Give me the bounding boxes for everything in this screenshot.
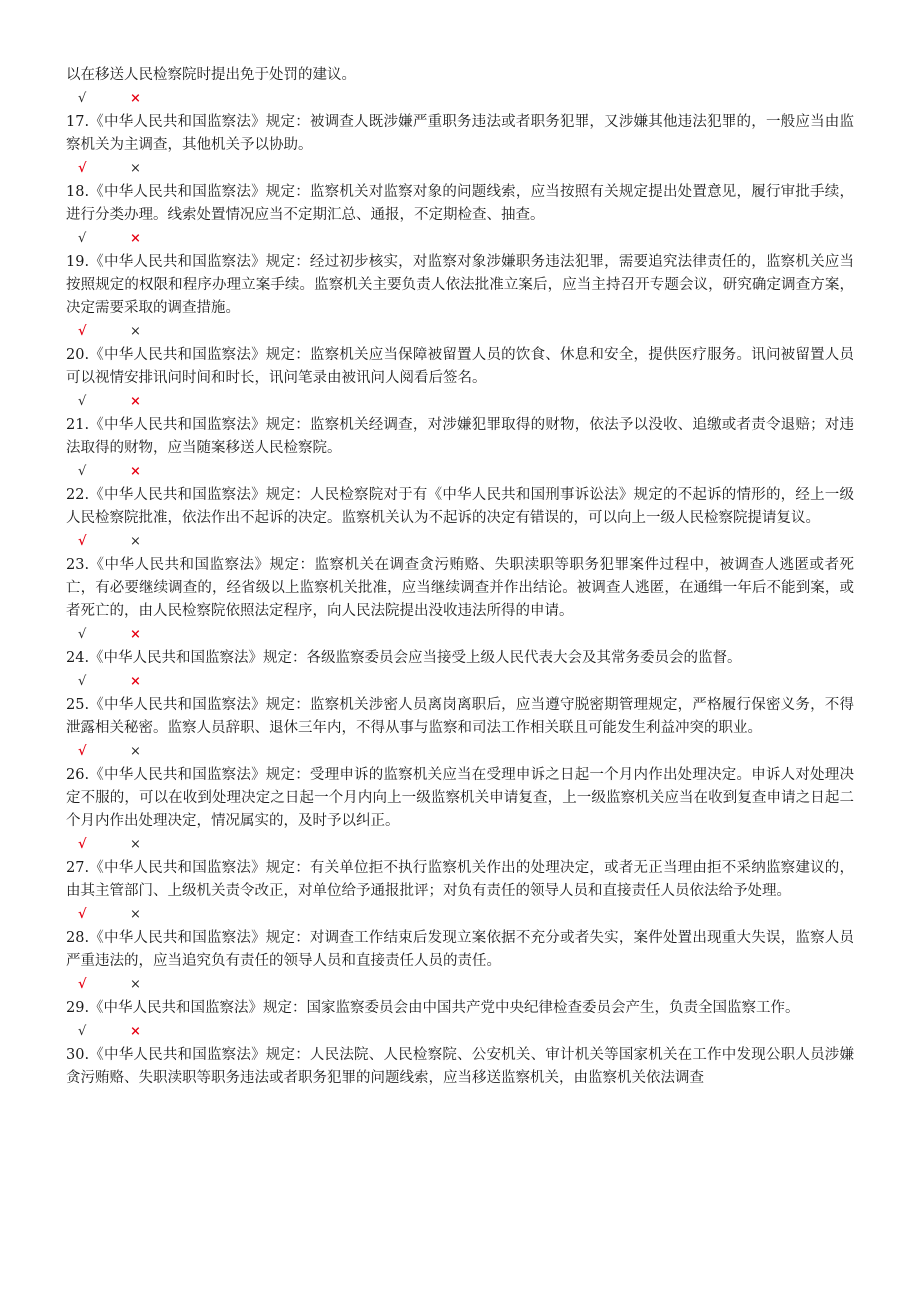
true-mark: √ (78, 907, 87, 922)
question-list (66, 111, 854, 1090)
answer-marks (66, 670, 854, 694)
answer-marks (66, 833, 854, 857)
false-mark: × (130, 231, 141, 246)
true-mark: √ (78, 837, 87, 852)
question-text: 26.《中华人民共和国监察法》规定：受理申诉的监察机关应当在受理申诉之日起一个月内作出处理决定。申诉人对处理决定不服的，可以在收到处理决定之日起一个月内向上一级监察机关申请复查，上一级监察机关应当在收到复查申请之日起二个月内作出处理决定，情况属实的，及时予以纠正。 (66, 767, 854, 829)
answer-marks (66, 530, 854, 554)
question-text: 29.《中华人民共和国监察法》规定：国家监察委员会由中国共产党中央纪律检查委员会产生，负责全国监察工作。 (66, 1000, 800, 1016)
question-text: 22.《中华人民共和国监察法》规定：人民检察院对于有《中华人民共和国刑事诉讼法》规定的不起诉的情形的，经上一级人民检察院批准，依法作出不起诉的决定。监察机关认为不起诉的决定有错误的，可以向上一级人民检察院提请复议。 (66, 487, 854, 526)
true-mark: √ (78, 534, 87, 549)
true-mark: √ (78, 91, 87, 106)
answer-marks (66, 157, 854, 181)
true-mark: √ (78, 394, 87, 409)
false-mark: × (130, 324, 141, 339)
question-text: 19.《中华人民共和国监察法》规定：经过初步核实，对监察对象涉嫌职务违法犯罪，需要追究法律责任的，监察机关应当按照规定的权限和程序办理立案手续。监察机关主要负责人依法批准立案后，应当主持召开专题会议，研究确定调查方案，决定需要采取的调查措施。 (66, 254, 854, 316)
false-mark: × (130, 837, 141, 852)
false-mark: × (130, 977, 141, 992)
question-text: 21.《中华人民共和国监察法》规定：监察机关经调查，对涉嫌犯罪取得的财物，依法予以没收、追缴或者责令退赔；对违法取得的财物，应当随案移送人民检察院。 (66, 417, 854, 456)
question-text: 28.《中华人民共和国监察法》规定：对调查工作结束后发现立案依据不充分或者失实，案件处置出现重大失误，监察人员严重违法的，应当追究负有责任的领导人员和直接责任人员的责任。 (66, 930, 854, 969)
true-mark: √ (78, 674, 87, 689)
answer-marks (66, 227, 854, 251)
true-mark: √ (78, 744, 87, 759)
true-mark: √ (78, 324, 87, 339)
false-mark: × (130, 907, 141, 922)
question-text: 23.《中华人民共和国监察法》规定：监察机关在调查贪污贿赂、失职渎职等职务犯罪案件过程中，被调查人逃匿或者死亡，有必要继续调查的，经省级以上监察机关批准，应当继续调查并作出结论。被调查人逃匿，在通缉一年后不能到案，或者死亡的，由人民检察院依照法定程序，向人民法院提出没收违法所得的申请。 (66, 557, 854, 619)
false-mark: × (130, 744, 141, 759)
true-mark: √ (78, 977, 87, 992)
question-text: 24.《中华人民共和国监察法》规定：各级监察委员会应当接受上级人民代表大会及其常务委员会的监督。 (66, 650, 742, 666)
answer-marks (66, 87, 854, 111)
question-text: 17.《中华人民共和国监察法》规定：被调查人既涉嫌严重职务违法或者职务犯罪，又涉嫌其他违法犯罪的，一般应当由监察机关为主调查，其他机关予以协助。 (66, 114, 854, 153)
false-mark: × (130, 1024, 141, 1039)
false-mark: × (130, 161, 141, 176)
false-mark: × (130, 674, 141, 689)
false-mark: × (130, 91, 141, 106)
answer-marks (66, 740, 854, 764)
true-mark: √ (78, 231, 87, 246)
true-mark: √ (78, 464, 87, 479)
question-text: 25.《中华人民共和国监察法》规定：监察机关涉密人员离岗离职后，应当遵守脱密期管理规定，严格履行保密义务，不得泄露相关秘密。监察人员辞职、退休三年内，不得从事与监察和司法工作相关联且可能发生利益冲突的职业。 (66, 697, 854, 736)
false-mark: × (130, 464, 141, 479)
true-mark: √ (78, 627, 87, 642)
question-text: 20.《中华人民共和国监察法》规定：监察机关应当保障被留置人员的饮食、休息和安全，提供医疗服务。讯问被留置人员可以视情安排讯问时间和时长，讯问笔录由被讯问人阅看后签名。 (66, 347, 854, 386)
answer-marks (66, 460, 854, 484)
answer-marks (66, 320, 854, 344)
answer-marks (66, 1020, 854, 1044)
question-text: 30.《中华人民共和国监察法》规定：人民法院、人民检察院、公安机关、审计机关等国家机关在工作中发现公职人员涉嫌贪污贿赂、失职渎职等职务违法或者职务犯罪的问题线索，应当移送监察机关，由监察机关依法调查 (66, 1047, 854, 1086)
true-mark: √ (78, 161, 87, 176)
answer-marks (66, 390, 854, 414)
answer-marks (66, 973, 854, 997)
question-text: 18.《中华人民共和国监察法》规定：监察机关对监察对象的问题线索，应当按照有关规定提出处置意见，履行审批手续，进行分类办理。线索处置情况应当不定期汇总、通报，不定期检查、抽查。 (66, 184, 854, 223)
question-text: 27.《中华人民共和国监察法》规定：有关单位拒不执行监察机关作出的处理决定，或者无正当理由拒不采纳监察建议的，由其主管部门、上级机关责令改正，对单位给予通报批评；对负有责任的领导人员和直接责任人员依法给予处理。 (66, 860, 854, 899)
false-mark: × (130, 627, 141, 642)
true-mark: √ (78, 1024, 87, 1039)
false-mark: × (130, 534, 141, 549)
lead-text: 以在移送人民检察院时提出免于处罚的建议。 (66, 67, 356, 83)
answer-marks (66, 903, 854, 927)
answer-marks (66, 623, 854, 647)
false-mark: × (130, 394, 141, 409)
